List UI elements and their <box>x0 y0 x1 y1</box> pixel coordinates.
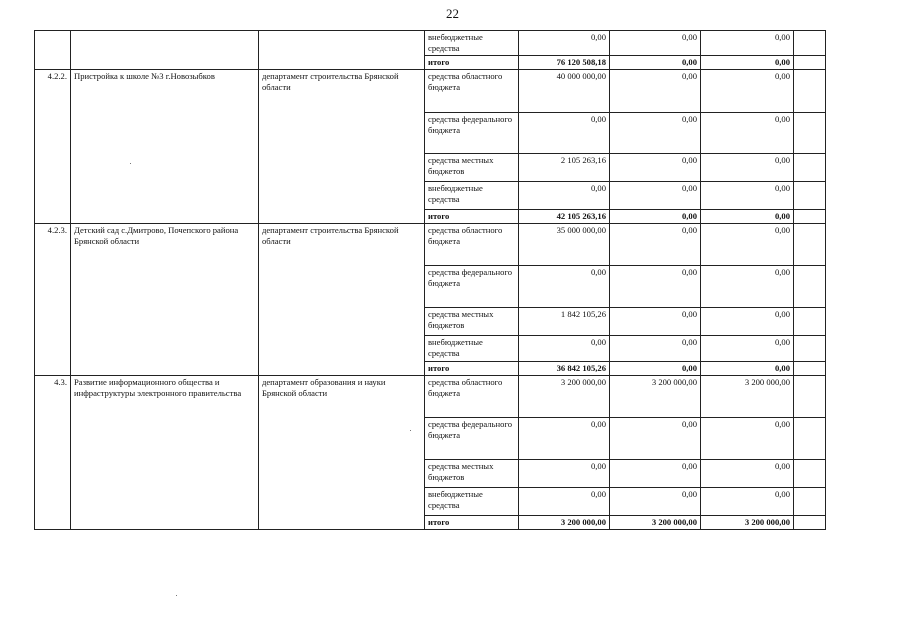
amount-year-3: 0,00 <box>701 224 794 266</box>
amount-year-3: 0,00 <box>701 31 794 56</box>
item-number: 4.2.2. <box>35 70 71 224</box>
amount-year-3: 0,00 <box>701 362 794 376</box>
empty-cell <box>794 182 826 210</box>
empty-cell <box>794 154 826 182</box>
amount-year-1: 1 842 105,26 <box>519 308 610 336</box>
amount-year-1: 36 842 105,26 <box>519 362 610 376</box>
amount-year-2: 0,00 <box>610 418 701 460</box>
budget-table <box>34 30 826 530</box>
amount-year-3: 0,00 <box>701 56 794 70</box>
responsible-department: департамент строительства Брянской области <box>259 70 425 224</box>
amount-year-2: 0,00 <box>610 488 701 516</box>
amount-year-2: 0,00 <box>610 308 701 336</box>
amount-year-1: 76 120 508,18 <box>519 56 610 70</box>
item-name: Пристройка к школе №3 г.Новозыбков <box>71 70 259 224</box>
amount-year-2: 0,00 <box>610 154 701 182</box>
empty-cell <box>794 362 826 376</box>
funding-source: итого <box>425 210 519 224</box>
amount-year-1: 35 000 000,00 <box>519 224 610 266</box>
scan-speck <box>176 595 177 596</box>
amount-year-1: 3 200 000,00 <box>519 516 610 530</box>
funding-source: итого <box>425 56 519 70</box>
amount-year-3: 0,00 <box>701 182 794 210</box>
amount-year-1: 0,00 <box>519 418 610 460</box>
amount-year-1: 3 200 000,00 <box>519 376 610 418</box>
funding-source: средства областного бюджета <box>425 224 519 266</box>
item-number: 4.3. <box>35 376 71 530</box>
item-name <box>71 31 259 70</box>
empty-cell <box>794 113 826 154</box>
funding-source: внебюджетные средства <box>425 182 519 210</box>
empty-cell <box>794 488 826 516</box>
amount-year-2: 0,00 <box>610 182 701 210</box>
funding-source: итого <box>425 516 519 530</box>
empty-cell <box>794 308 826 336</box>
scan-speck <box>130 163 131 164</box>
amount-year-3: 3 200 000,00 <box>701 376 794 418</box>
empty-cell <box>794 376 826 418</box>
item-name: Развитие информационного общества и инфраструктуры электронного правительства <box>71 376 259 530</box>
amount-year-1: 40 000 000,00 <box>519 70 610 113</box>
funding-source: внебюджетные средства <box>425 488 519 516</box>
empty-cell <box>794 70 826 113</box>
amount-year-1: 2 105 263,16 <box>519 154 610 182</box>
funding-source: средства федерального бюджета <box>425 418 519 460</box>
amount-year-2: 0,00 <box>610 266 701 308</box>
empty-cell <box>794 224 826 266</box>
empty-cell <box>794 418 826 460</box>
funding-source: средства областного бюджета <box>425 376 519 418</box>
item-number: 4.2.3. <box>35 224 71 376</box>
empty-cell <box>794 460 826 488</box>
funding-source: средства областного бюджета <box>425 70 519 113</box>
amount-year-3: 0,00 <box>701 113 794 154</box>
item-name: Детский сад с.Дмитрово, Почепского района Брянской области <box>71 224 259 376</box>
scan-speck <box>410 430 411 431</box>
amount-year-3: 0,00 <box>701 336 794 362</box>
amount-year-1: 0,00 <box>519 488 610 516</box>
amount-year-1: 0,00 <box>519 336 610 362</box>
amount-year-3: 3 200 000,00 <box>701 516 794 530</box>
amount-year-3: 0,00 <box>701 308 794 336</box>
amount-year-2: 3 200 000,00 <box>610 516 701 530</box>
amount-year-2: 0,00 <box>610 336 701 362</box>
funding-source: средства местных бюджетов <box>425 460 519 488</box>
funding-source: итого <box>425 362 519 376</box>
amount-year-1: 0,00 <box>519 182 610 210</box>
funding-source: средства федерального бюджета <box>425 113 519 154</box>
amount-year-3: 0,00 <box>701 70 794 113</box>
amount-year-2: 0,00 <box>610 31 701 56</box>
amount-year-3: 0,00 <box>701 266 794 308</box>
funding-source: внебюджетные средства <box>425 336 519 362</box>
responsible-department <box>259 31 425 70</box>
amount-year-2: 0,00 <box>610 224 701 266</box>
funding-source: средства федерального бюджета <box>425 266 519 308</box>
amount-year-1: 42 105 263,16 <box>519 210 610 224</box>
funding-source: средства местных бюджетов <box>425 308 519 336</box>
amount-year-2: 0,00 <box>610 70 701 113</box>
amount-year-1: 0,00 <box>519 113 610 154</box>
responsible-department: департамент строительства Брянской области <box>259 224 425 376</box>
amount-year-2: 0,00 <box>610 56 701 70</box>
amount-year-2: 0,00 <box>610 210 701 224</box>
page-number: 22 <box>446 6 459 21</box>
item-number <box>35 31 71 70</box>
amount-year-3: 0,00 <box>701 418 794 460</box>
empty-cell <box>794 336 826 362</box>
amount-year-1: 0,00 <box>519 460 610 488</box>
table-row <box>35 376 826 418</box>
responsible-department: департамент образования и науки Брянской области <box>259 376 425 530</box>
amount-year-3: 0,00 <box>701 460 794 488</box>
amount-year-3: 0,00 <box>701 154 794 182</box>
funding-source: средства местных бюджетов <box>425 154 519 182</box>
amount-year-1: 0,00 <box>519 266 610 308</box>
table-row <box>35 70 826 113</box>
funding-source: внебюджетные средства <box>425 31 519 56</box>
empty-cell <box>794 56 826 70</box>
table-row <box>35 31 826 56</box>
amount-year-2: 3 200 000,00 <box>610 376 701 418</box>
amount-year-2: 0,00 <box>610 460 701 488</box>
amount-year-1: 0,00 <box>519 31 610 56</box>
empty-cell <box>794 266 826 308</box>
table-row <box>35 224 826 266</box>
amount-year-2: 0,00 <box>610 113 701 154</box>
amount-year-3: 0,00 <box>701 210 794 224</box>
empty-cell <box>794 31 826 56</box>
empty-cell <box>794 516 826 530</box>
amount-year-2: 0,00 <box>610 362 701 376</box>
empty-cell <box>794 210 826 224</box>
amount-year-3: 0,00 <box>701 488 794 516</box>
